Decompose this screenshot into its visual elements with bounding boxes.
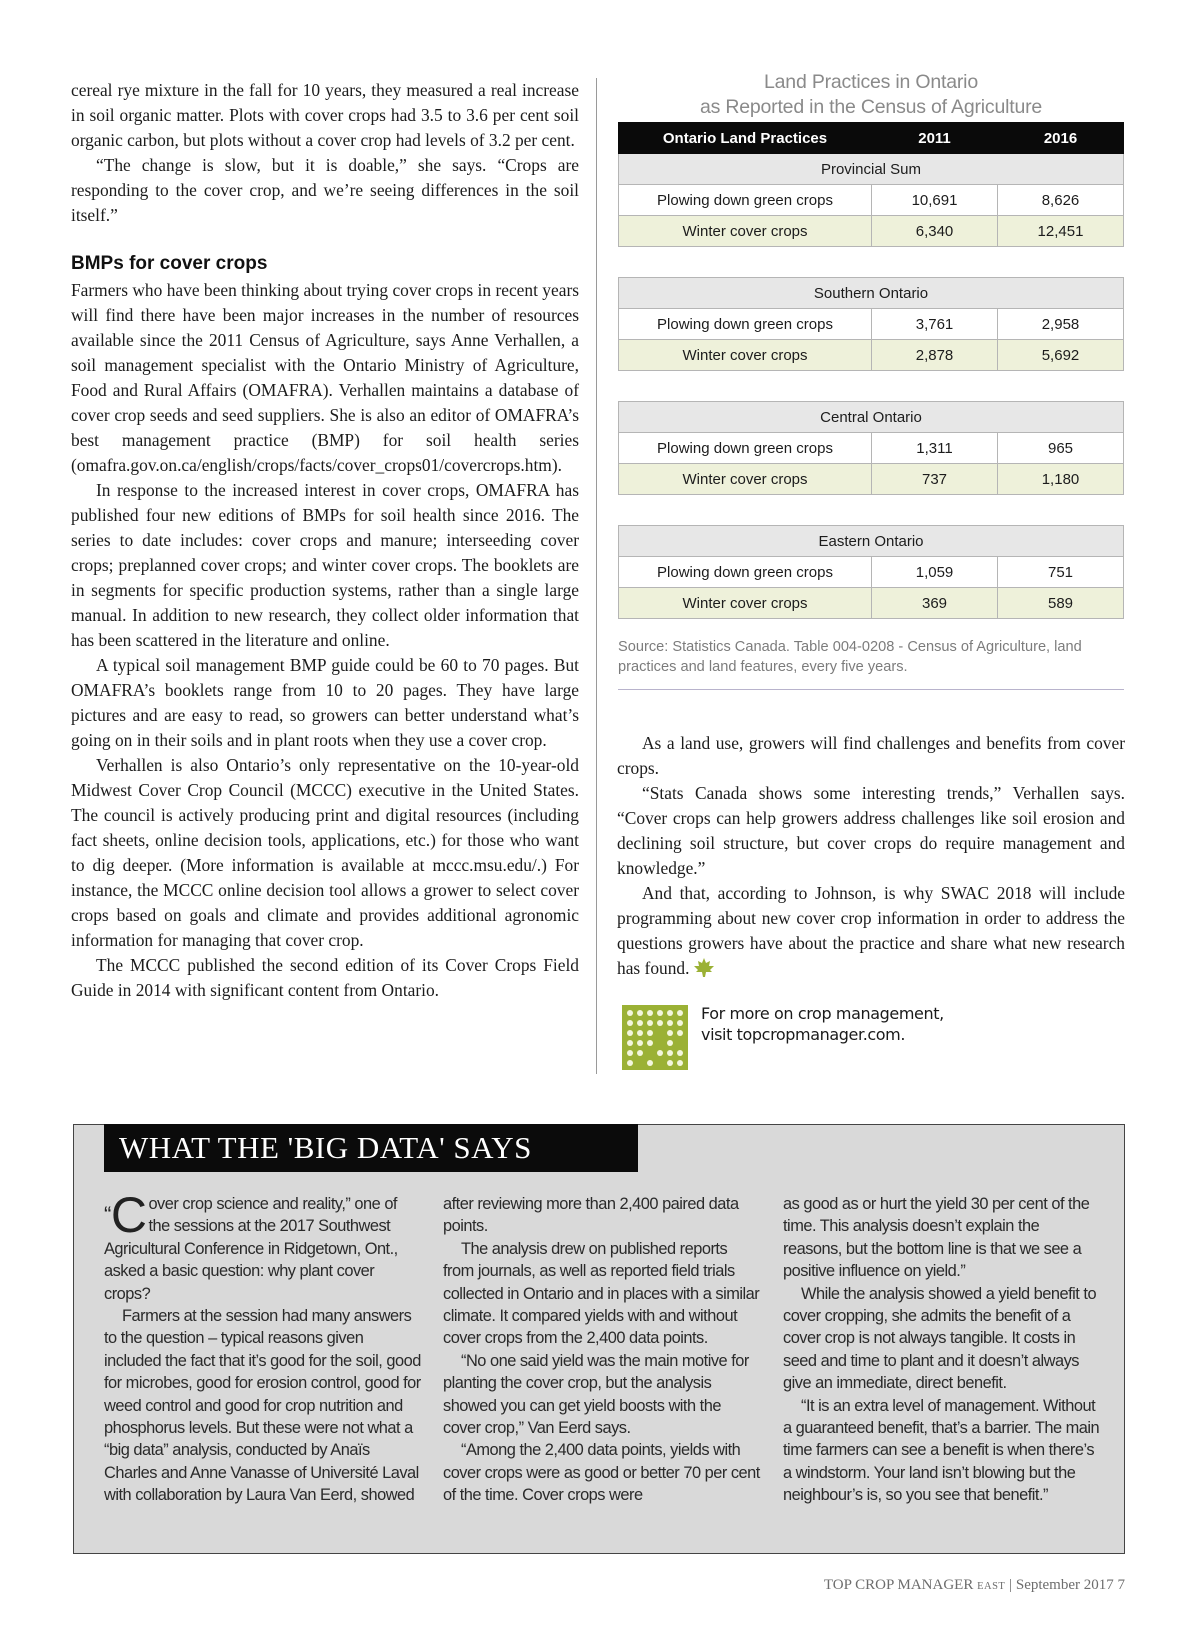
- sidebar-paragraph: Farmers at the session had many answers to the question – typical reasons given included the fact that it’s good for the soil, good for microbes, good for erosion control, good for weed control and good for crop nutrition and phosphorus levels. But these were not what a “big data” analysis, conducted by Anaïs Charles and Anne Vanasse of Université Laval with collaboration by Laura Van Eerd, showed: [104, 1307, 421, 1505]
- value-2011: 3,761: [872, 309, 998, 340]
- page-number: 7: [1117, 1577, 1125, 1593]
- table-row: [619, 588, 1124, 619]
- sidebar-column: [783, 1193, 1101, 1507]
- sidebar-paragraph: The analysis drew on published reports from journals, as well as reported field trials collected in Ontario and in places with a similar climate. It compared yields with and without cover crops from the 2,400 data points.: [443, 1239, 760, 1348]
- website-link[interactable]: visit topcropmanager.com.: [701, 1025, 906, 1044]
- value-2016: 2,958: [998, 309, 1124, 340]
- sidebar-text: over crop science and reality,” one of the sessions at the 2017 Southwest Agricultural Conference in Ridgetown, Ont., asked a basic question: why plant cover crops?: [104, 1195, 398, 1303]
- more-info-text[interactable]: [701, 1003, 944, 1045]
- body-paragraph: “Stats Canada shows some interesting trends,” Verhallen says. “Cover crops can help growers address challenges like soil erosion and declining soil structure, but cover crops do require management and knowledge.”: [617, 783, 1125, 878]
- table-row: [619, 216, 1124, 247]
- region-table: [618, 401, 1124, 495]
- edition-label: EAST: [977, 1581, 1006, 1592]
- sidebar-paragraph: after reviewing more than 2,400 paired data points.: [443, 1195, 739, 1236]
- region-row: [619, 402, 1124, 433]
- drop-cap: “C: [104, 1187, 147, 1243]
- practice-label: Winter cover crops: [619, 340, 872, 371]
- value-2011: 2,878: [872, 340, 998, 371]
- page-footer: [824, 1577, 1125, 1594]
- value-2016: 1,180: [998, 464, 1124, 495]
- value-2011: 10,691: [872, 185, 998, 216]
- practice-label: Winter cover crops: [619, 464, 872, 495]
- table-row: [619, 309, 1124, 340]
- value-2011: 1,059: [872, 557, 998, 588]
- sidebar-paragraph: “Among the 2,400 data points, yields with cover crops were as good or better 70 per cent of the time. Cover crops were: [443, 1441, 760, 1505]
- table-source: Source: Statistics Canada. Table 004-0208 - Census of Agriculture, land practices and land features, every five years.: [618, 639, 1082, 675]
- value-2011: 6,340: [872, 216, 998, 247]
- magazine-name: TOP CROP MANAGER: [823, 1577, 974, 1593]
- table-row: [619, 464, 1124, 495]
- sidebar-paragraph: “It is an extra level of management. Without a guaranteed benefit, that’s a barrier. The main time farmers can see a benefit is when there’s a windstorm. Your land isn’t blowing but the neighbour’s is, so you see that benefit.”: [783, 1396, 1100, 1505]
- body-paragraph: Farmers who have been thinking about trying cover crops in recent years will find there have been major increases in the number of resources available since the 2011 Census of Agriculture, says Anne Verhallen, a soil management specialist with the Ontario Ministry of Agriculture, Food and Rural Affairs (OMAFRA). Verhallen maintains a database of cover crop seeds and seed suppliers. She is also an editor of OMAFRA’s best management practice (BMP) for soil health series (omafra.gov.on.ca/english/crops/facts/cover_crops01/covercrops.htm).: [71, 280, 579, 475]
- value-2016: 8,626: [998, 185, 1124, 216]
- more-info-block[interactable]: [622, 1005, 1122, 1070]
- value-2016: 751: [998, 557, 1124, 588]
- practice-label: Plowing down green crops: [619, 557, 872, 588]
- value-2011: 737: [872, 464, 998, 495]
- body-paragraph: A typical soil management BMP guide could be 60 to 70 pages. But OMAFRA’s booklets range from 10 to 20 pages. They have large pictures and are easy to read, so growers can better understand what’s going on in their soils and in plant roots when they use a cover crop.: [71, 655, 579, 750]
- practice-label: Plowing down green crops: [619, 185, 872, 216]
- body-paragraph: Verhallen is also Ontario’s only representative on the 10-year-old Midwest Cover Crop Council (MCCC) executive in the United States. The council is actively producing print and digital resources (including fact sheets, online decision tools, applications, etc.) for those who want to dig deeper. (More information is available at mccc.msu.edu/.) For instance, the MCCC online decision tool allows a grower to select cover crops based on goals and climate and provides additional agronomic information for managing that cover crop.: [71, 755, 579, 950]
- body-paragraph: [617, 881, 1125, 981]
- value-2011: 1,311: [872, 433, 998, 464]
- region-table: [618, 525, 1124, 619]
- body-paragraph: In response to the increased interest in cover crops, OMAFRA has published four new editions of BMPs for soil health since 2016. The series to date includes: cover crops and manure; interseeding cover crops; preplanned cover crops; and winter cover crops. The booklets are in segments for specific production systems, rather than a single large manual. In addition to new research, they collect older information that has been scattered in the literature and online.: [71, 480, 579, 650]
- region-table: [618, 277, 1124, 371]
- intro-paragraph: cereal rye mixture in the fall for 10 years, they measured a real increase in soil organic matter. Plots with cover crops had 3.5 to 3.6 per cent soil organic carbon, but plots without a cover crop had levels of 3.2 per cent.: [71, 80, 579, 150]
- region-name: Eastern Ontario: [619, 526, 1124, 557]
- closing-text: And that, according to Johnson, is why SWAC 2018 will include programming about new cover crop information in order to address the questions growers have about the practice and share what new research has found.: [617, 883, 1125, 978]
- sidebar-paragraph: While the analysis showed a yield benefit to cover cropping, she admits the benefit of a cover crop is not always tangible. It costs in seed and time to plant and it doesn’t always give an immediate, direct benefit.: [783, 1284, 1097, 1393]
- value-2016: 965: [998, 433, 1124, 464]
- sidebar-paragraph: as good as or hurt the yield 30 per cent of the time. This analysis doesn’t explain the reasons, but the bottom line is that we see a positive influence on yield.”: [783, 1195, 1090, 1281]
- intro-paragraph: “The change is slow, but it is doable,” she says. “Crops are responding to the cover crop, and we’re seeing differences in the soil itself.”: [71, 155, 579, 225]
- maple-leaf-icon: [693, 958, 715, 978]
- sidebar-paragraph: “No one said yield was the main motive for planting the cover crop, but the analysis showed you can get yield boosts with the cover crop,” Van Eerd says.: [443, 1351, 749, 1438]
- land-practices-table: [618, 122, 1124, 247]
- top-crop-manager-logo-icon: [622, 1005, 688, 1070]
- table-row: [619, 433, 1124, 464]
- sidebar-column: [104, 1187, 422, 1507]
- sidebar-paragraph: [104, 1187, 422, 1305]
- value-2011: 369: [872, 588, 998, 619]
- table-header-row: [619, 123, 1124, 154]
- table-title-line: Land Practices in Ontario: [764, 71, 978, 93]
- value-2016: 5,692: [998, 340, 1124, 371]
- region-row: [619, 278, 1124, 309]
- table-row: [619, 557, 1124, 588]
- practice-label: Plowing down green crops: [619, 433, 872, 464]
- region-name: Central Ontario: [619, 402, 1124, 433]
- practice-label: Plowing down green crops: [619, 309, 872, 340]
- value-2016: 589: [998, 588, 1124, 619]
- land-practices-table-block: [618, 70, 1124, 690]
- practice-label: Winter cover crops: [619, 216, 872, 247]
- more-info-line: For more on crop management,: [701, 1004, 944, 1023]
- table-title: [618, 70, 1124, 120]
- practice-label: Winter cover crops: [619, 588, 872, 619]
- region-name: Provincial Sum: [619, 154, 1124, 185]
- source-divider: [618, 689, 1124, 690]
- value-2016: 12,451: [998, 216, 1124, 247]
- column-divider: [596, 78, 597, 1074]
- sidebar-column: [443, 1193, 761, 1507]
- body-paragraph: As a land use, growers will find challenges and benefits from cover crops.: [617, 733, 1125, 778]
- left-column: [71, 78, 579, 1003]
- column-header: Ontario Land Practices: [619, 123, 872, 154]
- big-data-sidebar: [73, 1124, 1125, 1554]
- sidebar-title: WHAT THE 'BIG DATA' SAYS: [104, 1124, 638, 1172]
- issue-date: | September 2017: [1009, 1577, 1114, 1593]
- column-header: 2016: [998, 123, 1124, 154]
- region-row: [619, 526, 1124, 557]
- region-row: [619, 154, 1124, 185]
- table-title-line: as Reported in the Census of Agriculture: [699, 96, 1043, 118]
- region-name: Southern Ontario: [619, 278, 1124, 309]
- body-paragraph: The MCCC published the second edition of its Cover Crops Field Guide in 2014 with significant content from Ontario.: [71, 955, 579, 1000]
- table-row: [619, 185, 1124, 216]
- column-header: 2011: [872, 123, 998, 154]
- table-row: [619, 340, 1124, 371]
- section-heading: BMPs for cover crops: [71, 253, 268, 274]
- right-column: [617, 731, 1125, 981]
